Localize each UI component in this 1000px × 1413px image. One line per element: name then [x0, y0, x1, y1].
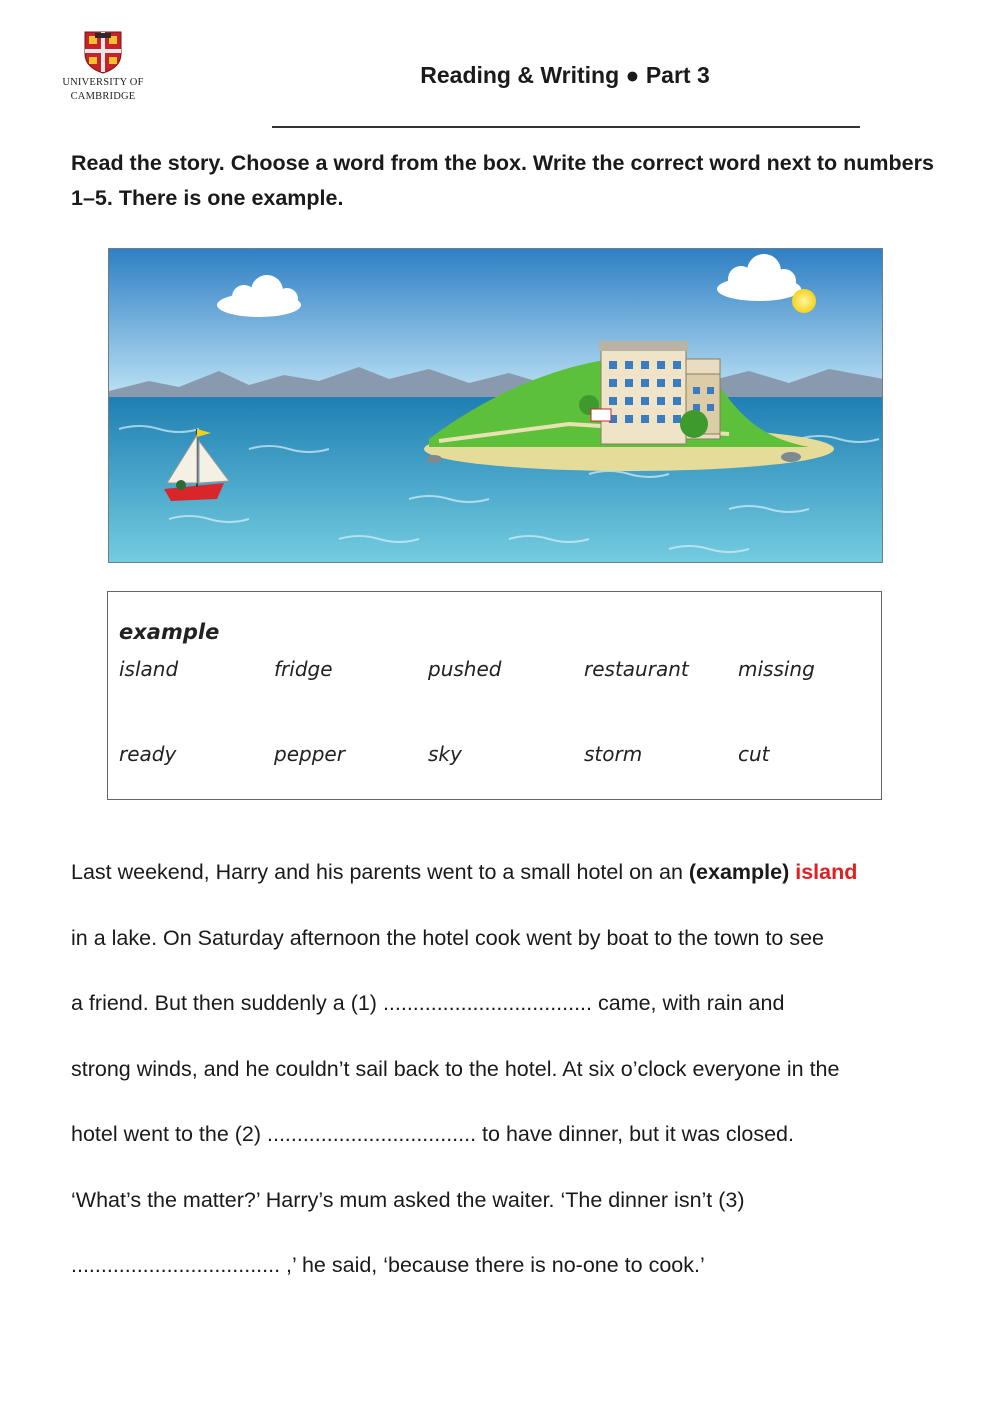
story-line-3-blank-1: a friend. But then suddenly a (1) ................................... came, with rain and	[71, 991, 785, 1015]
word-item: island	[119, 657, 179, 681]
word-box-example-label: example	[119, 620, 220, 644]
word-item: pushed	[428, 657, 502, 681]
word-item: fridge	[274, 657, 333, 681]
instructions: Read the story. Choose a word from the box. Write the correct word next to numbers 1–5. There is one example.	[71, 151, 934, 210]
story-line-6: ‘What’s the matter?’ Harry’s mum asked the waiter. ‘The dinner isn’t (3)	[71, 1187, 745, 1212]
example-label: (example)	[688, 860, 790, 884]
word-item: restaurant	[584, 657, 689, 681]
island-illustration	[108, 248, 883, 563]
word-item: storm	[584, 742, 643, 766]
word-box	[107, 591, 882, 800]
logo-line-1: UNIVERSITY OF	[62, 77, 144, 88]
header-divider	[272, 126, 860, 128]
word-item: sky	[428, 742, 462, 766]
story-line-2: in a lake. On Saturday afternoon the hotel cook went by boat to the town to see	[71, 925, 824, 950]
cambridge-crest-icon	[83, 30, 123, 74]
example-answer: island	[795, 860, 858, 884]
word-item: missing	[738, 657, 815, 681]
story-line-1-text: Last weekend, Harry and his parents went to a small hotel on an	[71, 860, 689, 884]
story-line-4: strong winds, and he couldn’t sail back to the hotel. At six o’clock everyone in the	[71, 1056, 840, 1081]
word-item: cut	[738, 742, 770, 766]
logo-line-2: CAMBRIDGE	[70, 91, 136, 102]
cambridge-logo	[62, 30, 144, 102]
story-line-7-blank-3: ................................... ,’ he said, ‘because there is no-one to cook.’	[71, 1253, 705, 1277]
story-line-1	[71, 855, 971, 921]
word-item: pepper	[274, 742, 345, 766]
story-line-5-blank-2: hotel went to the (2) ................................... to have dinner, but it was closed.	[71, 1122, 794, 1146]
story-text	[71, 855, 971, 1314]
word-item: ready	[119, 742, 177, 766]
page-title: Reading & Writing ● Part 3	[420, 62, 710, 88]
